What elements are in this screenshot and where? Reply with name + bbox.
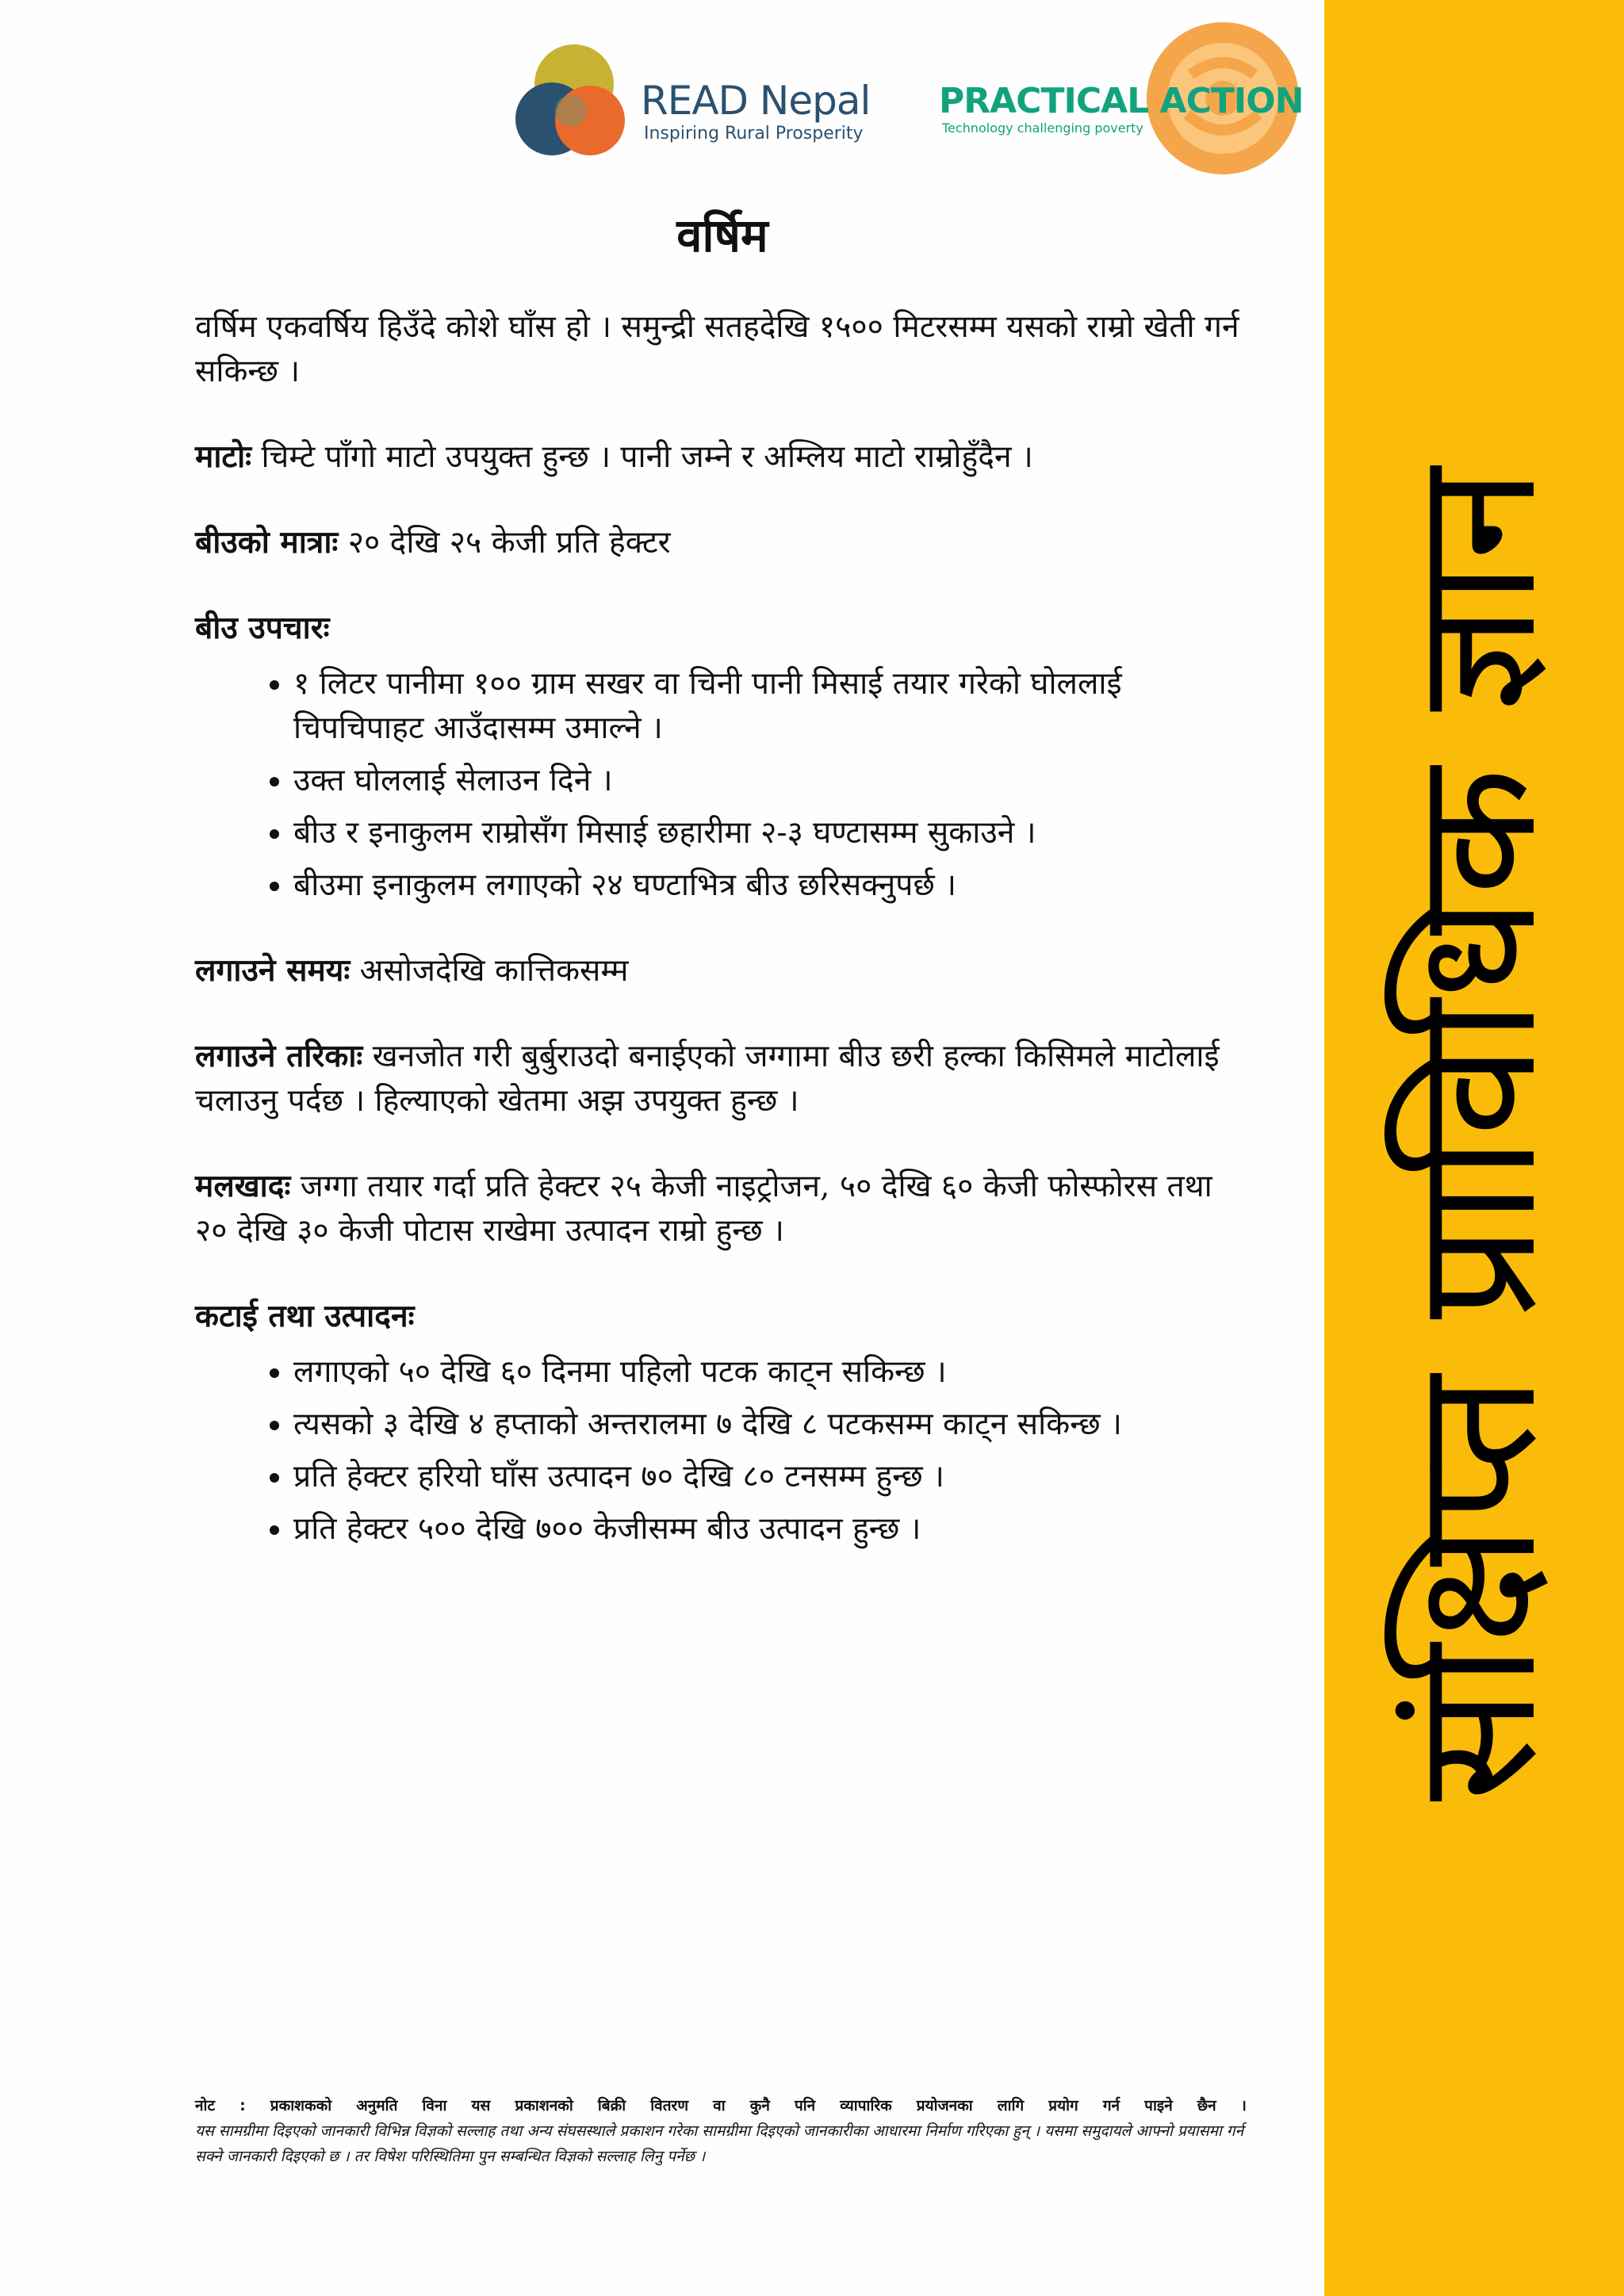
harvest-label: कटाई तथा उत्पादनः: [195, 1299, 415, 1335]
list-item: • लगाएको ५० देखि ६० दिनमा पहिलो पटक काट्न सकिन्छ ।: [293, 1350, 1250, 1395]
list-item: • उक्त घोललाई सेलाउन दिने ।: [293, 759, 1250, 803]
list-item: • १ लिटर पानीमा १०० ग्राम सखर वा चिनी पानी मिसाई तयार गरेको घोललाई चिपचिपाहट आउँदासम्म उमाल्ने ।: [293, 662, 1250, 751]
read-nepal-logo: [508, 41, 888, 160]
list-item: • प्रति हेक्टर हरियो घाँस उत्पादन ७० देखि ८० टनसम्म हुन्छ ।: [293, 1455, 1250, 1499]
fertilizer-text: जग्गा तयार गर्दा प्रति हेक्टर २५ केजी नाइट्रोजन, ५० देखि ६० केजी फोस्फोरस तथा २० देखि ३० केजी पोटास राखेमा उत्पादन राम्रो हुन्छ ।: [195, 1169, 1212, 1249]
read-nepal-title: READ Nepal: [641, 78, 871, 124]
list-item: • प्रति हेक्टर ५०० देखि ७०० केजीसम्म बीउ उत्पादन हुन्छ ।: [293, 1507, 1250, 1552]
read-nepal-tagline: Inspiring Rural Prosperity: [644, 124, 864, 144]
sowing-method-label: लगाउने तरिकाः: [195, 1039, 363, 1075]
seed-rate-section: [195, 521, 1250, 565]
disclaimer-note: यस सामग्रीमा दिइएको जानकारी विभिन्न विज्ञको सल्लाह तथा अन्य संघसस्थाले प्रकाशन गरेका सामग्रीमा दिइएको जानकारीका आधारमा निर्माण गरिएका हुन् । यसमा समुदायले आफ्नो प्रयासमा गर्न सक्ने जानकारी दिइएको छ । तर विषेश परिस्थितिमा पुन सम्बन्धित विज्ञको सल्लाह लिनु पर्नेछ ।: [195, 2122, 1244, 2165]
copyright-note: नोट : प्रकाशकको अनुमति विना यस प्रकाशनको बिक्री वितरण वा कुनै पनि व्यापारिक प्रयोजनका लागि प्रयोग गर्न पाइने छैन ।: [195, 2097, 1247, 2114]
seed-rate-text: २० देखि २५ केजी प्रति हेक्टर: [338, 525, 671, 561]
sowing-time-section: [195, 949, 1250, 993]
practical-action-tagline: Technology challenging poverty: [942, 121, 1143, 136]
practical-action-title: PRACTICAL ACTION: [939, 81, 1304, 121]
list-item: • त्यसको ३ देखि ४ हप्ताको अन्तरालमा ७ देखि ८ पटकसम्म काट्न सकिन्छ ।: [293, 1402, 1250, 1447]
read-nepal-emblem-icon: [508, 41, 642, 160]
seed-treatment-heading: [195, 607, 1250, 651]
soil-section: [195, 435, 1250, 480]
fertilizer-label: मलखादः: [195, 1169, 291, 1205]
seed-treatment-label: बीउ उपचारः: [195, 610, 330, 647]
banner-title: संक्षिप्त प्राविधिक ज्ञान: [1379, 465, 1573, 1802]
harvest-list: [195, 1350, 1250, 1552]
seed-treatment-list: [195, 662, 1250, 908]
intro-paragraph: वर्षिम एकवर्षिय हिउँदे कोशे घाँस हो । समुन्द्री सतहदेखि १५०० मिटरसम्म यसको राम्रो खेती गर्न सकिन्छ ।: [195, 309, 1239, 390]
soil-label: माटोः: [195, 439, 252, 476]
page-title: वर्षिम: [676, 209, 768, 262]
practical-action-logo: [936, 19, 1304, 178]
seed-rate-label: बीउको मात्राः: [195, 525, 339, 561]
main-content: [195, 206, 1250, 1593]
sowing-time-label: लगाउने समयः: [195, 953, 350, 989]
list-item: • बीउमा इनाकुलम लगाएको २४ घण्टाभित्र बीउ छरिसक्नुपर्छ ।: [293, 863, 1250, 908]
sowing-method-section: [195, 1035, 1250, 1123]
sowing-method-text: खनजोत गरी बुर्बुराउदो बनाईएको जग्गामा बीउ छरी हल्का किसिमले माटोलाई चलाउनु पर्दछ । हिल्याएको खेतमा अझ उपयुक्त हुन्छ ।: [195, 1039, 1220, 1119]
list-item: • बीउ र इनाकुलम राम्रोसँग मिसाई छहारीमा २-३ घण्टासम्म सुकाउने ।: [293, 811, 1250, 855]
sowing-time-text: असोजदेखि कात्तिकसम्म: [350, 953, 629, 989]
fertilizer-section: [195, 1165, 1250, 1253]
soil-text: चिम्टे पाँगो माटो उपयुक्त हुन्छ । पानी जम्ने र अम्लिय माटो राम्रोहुँदैन ।: [251, 439, 1033, 476]
footer-note: [195, 2093, 1247, 2169]
harvest-heading: [195, 1295, 1250, 1339]
